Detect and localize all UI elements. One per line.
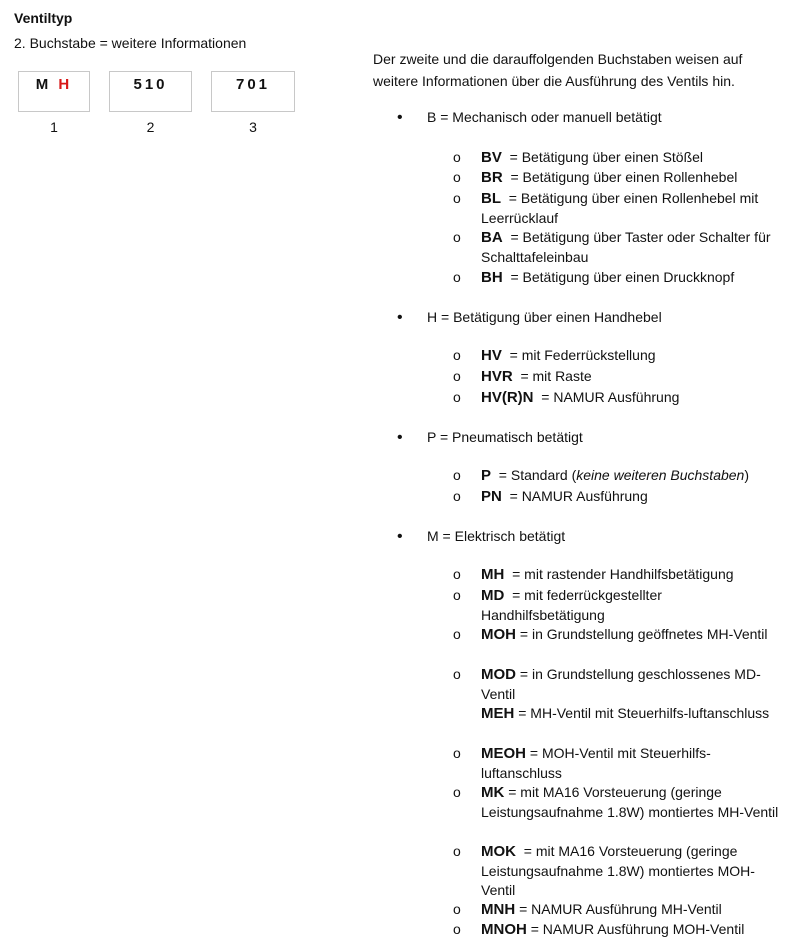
item-text: = NAMUR Ausführung MOH-Ventil xyxy=(530,921,745,937)
item-text: = Betätigung über einen Druckknopf xyxy=(510,269,735,285)
bullet-icon: • xyxy=(397,109,403,126)
code-box-1-letter-m: M xyxy=(35,76,59,93)
item-text: = mit MA16 Vorsteuerung (geringe Leistungsaufnahme 1.8W) montiertes MOH-Ventil xyxy=(481,843,755,898)
sub-bullet-icon: o xyxy=(453,566,461,582)
item-text-italic: keine weiteren Buchstaben xyxy=(576,467,745,483)
item-text: = Standard ( xyxy=(498,467,577,483)
intro-paragraph: Der zweite und die darauffolgenden Buchstaben weisen auf weitere Informationen über die Ausführung des Ventils hin. xyxy=(373,51,743,89)
item-code: HV xyxy=(481,347,502,364)
item-code: BL xyxy=(481,190,501,207)
item-text: = mit MA16 Vorsteuerung (geringe Leistungsaufnahme 1.8W) montiertes MH-Ventil xyxy=(481,784,779,820)
sub-bullet-icon: o xyxy=(453,389,461,405)
item-code: MNH xyxy=(481,901,516,918)
item-text: = NAMUR Ausführung xyxy=(509,488,648,504)
code-position-1: 1 xyxy=(50,119,58,135)
item-code: MOD xyxy=(481,666,516,683)
sub-bullet-icon: o xyxy=(453,368,461,384)
sub-bullet-icon: o xyxy=(453,901,461,917)
item-code: BR xyxy=(481,169,503,186)
bullet-icon: • xyxy=(397,528,403,545)
bullet-icon: • xyxy=(397,429,403,446)
code-box-2-value: 510 xyxy=(133,76,168,93)
sub-bullet-icon: o xyxy=(453,745,461,761)
item-text: = in Grundstellung geschlossenes MD-Ventil xyxy=(481,666,761,702)
item-text: = Betätigung über einen Stößel xyxy=(509,149,704,165)
item-text: = NAMUR Ausführung MH-Ventil xyxy=(519,901,722,917)
item-code: MD xyxy=(481,587,505,604)
item-text: = mit Federrückstellung xyxy=(509,347,656,363)
description-panel xyxy=(373,48,788,938)
page-title: Ventiltyp xyxy=(14,10,73,26)
sub-bullet-icon: o xyxy=(453,488,461,504)
section-heading: M = Elektrisch betätigt xyxy=(427,528,566,544)
item-code: HV(R)N xyxy=(481,389,534,406)
sub-bullet-icon: o xyxy=(453,843,461,859)
item-text: = mit federrückgestellter Handhilfsbetätigung xyxy=(481,587,662,623)
item-text: = Betätigung über einen Rollenhebel xyxy=(510,169,738,185)
section-heading: B = Mechanisch oder manuell betätigt xyxy=(427,109,662,125)
code-box-3 xyxy=(211,71,295,112)
sub-bullet-icon: o xyxy=(453,666,461,682)
item-code: HVR xyxy=(481,368,513,385)
sub-bullet-icon: o xyxy=(453,169,461,185)
item-code: MOK xyxy=(481,843,516,860)
item-text: = mit rastender Handhilfsbetätigung xyxy=(512,566,734,582)
item-code: BA xyxy=(481,229,503,246)
item-code: P xyxy=(481,467,492,484)
sub-bullet-icon: o xyxy=(453,269,461,285)
item-code: MH xyxy=(481,566,505,583)
sub-bullet-icon: o xyxy=(453,229,461,245)
item-code: BV xyxy=(481,149,502,166)
sub-bullet-icon: o xyxy=(453,347,461,363)
item-text: = mit Raste xyxy=(520,368,592,384)
item-text: = MH-Ventil mit Steuerhilfs-luftanschluss xyxy=(518,705,770,721)
section-heading: P = Pneumatisch betätigt xyxy=(427,429,583,445)
code-box-1-letter-h: H xyxy=(58,76,73,93)
item-text: = Betätigung über Taster oder Schalter für Schalttafeleinbau xyxy=(481,229,771,265)
sub-bullet-icon: o xyxy=(453,784,461,800)
code-box-1 xyxy=(18,71,90,112)
code-box-3-value: 701 xyxy=(235,76,271,93)
item-code: MOH xyxy=(481,626,516,643)
code-position-3: 3 xyxy=(249,119,257,135)
item-text: = NAMUR Ausführung xyxy=(541,389,680,405)
item-text-end: ) xyxy=(744,467,750,483)
sub-bullet-icon: o xyxy=(453,190,461,206)
sub-bullet-icon: o xyxy=(453,921,461,937)
section-heading: H = Betätigung über einen Handhebel xyxy=(427,309,662,325)
item-code: MEH xyxy=(481,705,515,722)
code-box-2 xyxy=(109,71,192,112)
item-text: = in Grundstellung geöffnetes MH-Ventil xyxy=(519,626,768,642)
item-code: PN xyxy=(481,488,502,505)
item-text: = MOH-Ventil mit Steuerhilfs-luftanschluss xyxy=(481,745,711,781)
page-subtitle: 2. Buchstabe = weitere Informationen xyxy=(14,35,247,51)
bullet-icon: • xyxy=(397,309,403,326)
item-code: MEOH xyxy=(481,745,526,762)
sub-bullet-icon: o xyxy=(453,626,461,642)
item-code: MNOH xyxy=(481,921,527,938)
item-text: = Betätigung über einen Rollenhebel mit Leerrücklauf xyxy=(481,190,759,226)
item-code: BH xyxy=(481,269,503,286)
sub-bullet-icon: o xyxy=(453,149,461,165)
code-position-2: 2 xyxy=(146,119,155,135)
sub-bullet-icon: o xyxy=(453,587,461,603)
sub-bullet-icon: o xyxy=(453,467,461,483)
item-code: MK xyxy=(481,784,505,801)
